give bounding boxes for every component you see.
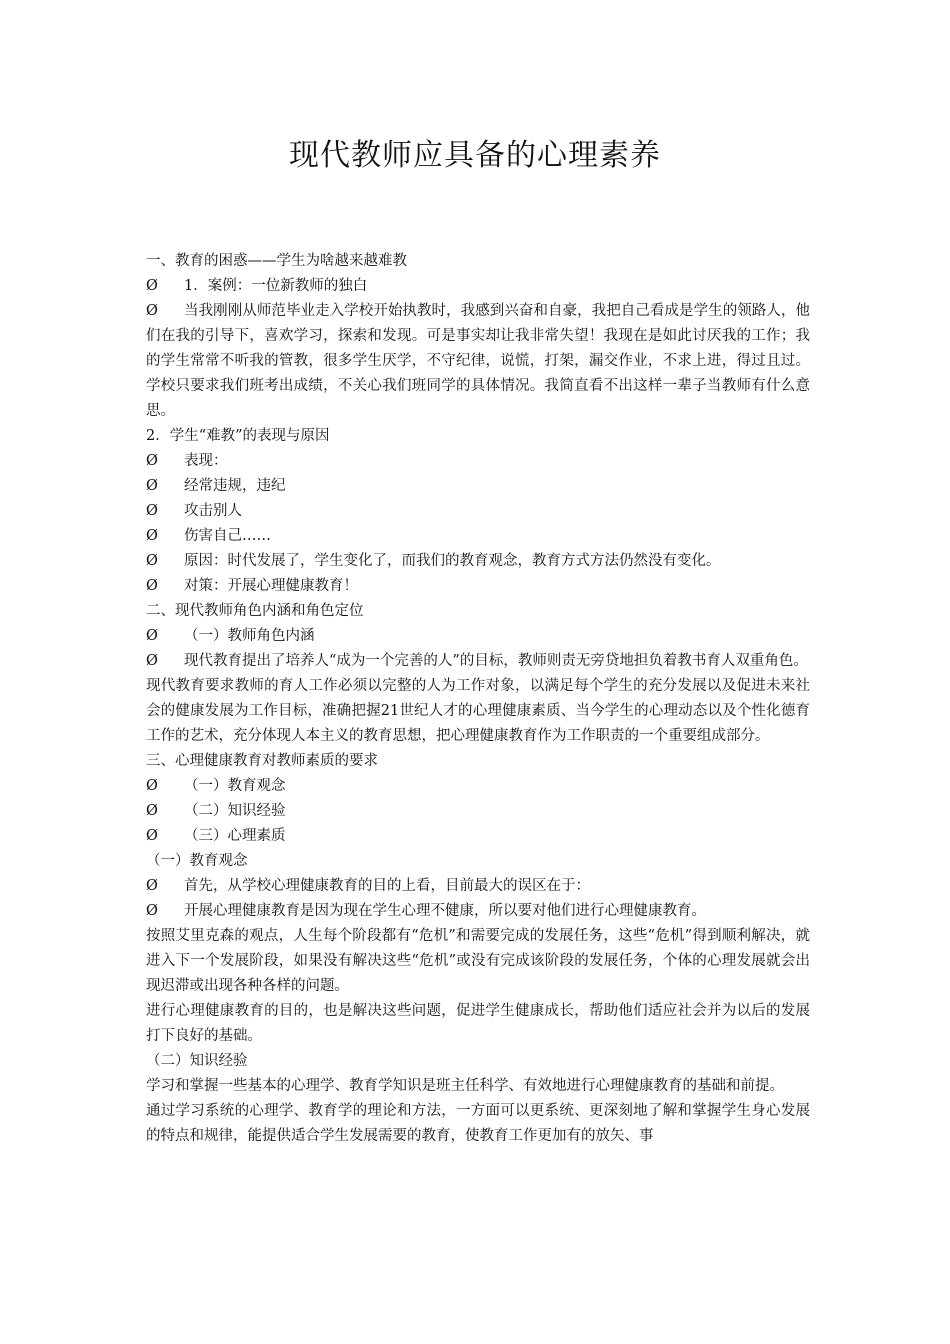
- bullet-marker: Ø: [146, 803, 158, 819]
- bullet-marker: Ø: [146, 778, 158, 794]
- bullet-item: Ø 攻击别人: [146, 499, 810, 524]
- document-body: [146, 249, 810, 1149]
- document-title: 现代教师应具备的心理素养: [289, 138, 661, 173]
- bullet-marker: Ø: [146, 478, 158, 494]
- bullet-paragraph: Ø 当我刚刚从师范毕业走入学校开始执教时，我感到兴奋和自豪，我把自己看成是学生的领路人，他们在我的引导下，喜欢学习，探索和发现。可是事实却让我非常失望！我现在是如此讨厌我的工作；我的学生常常不听我的管教，很多学生厌学，不守纪律，说慌，打架，漏交作业，不求上进，得过且过。学校只要求我们班考出成绩，不关心我们班同学的具体情况。我简直看不出这样一辈子当教师有什么意思。: [146, 299, 810, 424]
- bullet-item: Ø （三）心理素质: [146, 824, 810, 849]
- bullet-item: Ø 首先，从学校心理健康教育的目的上看，目前最大的误区在于：: [146, 874, 810, 899]
- section-heading: 三、心理健康教育对教师素质的要求: [146, 753, 378, 769]
- subsection-heading: （一）教育观念: [146, 853, 248, 869]
- bullet-marker: Ø: [146, 453, 158, 469]
- section-heading: 一、教育的困惑——学生为啥越来越难教: [146, 253, 407, 269]
- body-paragraph: 学习和掌握一些基本的心理学、教育学知识是班主任科学、有效地进行心理健康教育的基础和前提。: [146, 1078, 784, 1094]
- bullet-paragraph: Ø 现代教育提出了培养人“成为一个完善的人”的目标，教师则责无旁贷地担负着教书育人双重角色。: [146, 649, 810, 674]
- bullet-marker: Ø: [146, 878, 158, 894]
- bullet-item: Ø （一）教育观念: [146, 774, 810, 799]
- subsection-heading: （二）知识经验: [146, 1053, 248, 1069]
- bullet-item: Ø 原因：时代发展了，学生变化了，而我们的教育观念，教育方式方法仍然没有变化。: [146, 549, 810, 574]
- bullet-item: Ø 经常违规，违纪: [146, 474, 810, 499]
- bullet-marker: Ø: [146, 903, 158, 919]
- bullet-item: Ø （二）知识经验: [146, 799, 810, 824]
- bullet-item: Ø 1．案例：一位新教师的独白: [146, 274, 810, 299]
- bullet-marker: Ø: [146, 528, 158, 544]
- bullet-marker: Ø: [146, 628, 158, 644]
- bullet-marker: Ø: [146, 578, 158, 594]
- bullet-marker: Ø: [146, 303, 158, 319]
- bullet-marker: Ø: [146, 653, 158, 669]
- body-paragraph: 进行心理健康教育的目的，也是解决这些问题，促进学生健康成长，帮助他们适应社会并为以后的发展打下良好的基础。: [146, 1003, 810, 1044]
- bullet-item: Ø 开展心理健康教育是因为现在学生心理不健康，所以要对他们进行心理健康教育。: [146, 899, 810, 924]
- bullet-marker: Ø: [146, 553, 158, 569]
- bullet-item: Ø （一）教师角色内涵: [146, 624, 810, 649]
- section-heading: 二、现代教师角色内涵和角色定位: [146, 603, 364, 619]
- bullet-item: Ø 表现：: [146, 449, 810, 474]
- subsection-heading: 2．学生“难教”的表现与原因: [146, 428, 330, 444]
- body-paragraph: 通过学习系统的心理学、教育学的理论和方法，一方面可以更系统、更深刻地了解和掌握学生身心发展的特点和规律，能提供适合学生发展需要的教育，使教育工作更加有的放矢、事: [146, 1103, 810, 1144]
- body-paragraph: 现代教育要求教师的育人工作必须以完整的人为工作对象，以满足每个学生的充分发展以及促进未来社会的健康发展为工作目标，准确把握21世纪人才的心理健康素质、当今学生的心理动态以及个性化德育工作的艺术，充分体现人本主义的教育思想，把心理健康教育作为工作职责的一个重要组成部分。: [146, 678, 810, 744]
- bullet-marker: Ø: [146, 278, 158, 294]
- bullet-marker: Ø: [146, 503, 158, 519]
- body-paragraph: 按照艾里克森的观点，人生每个阶段都有“危机”和需要完成的发展任务，这些“危机”得到顺利解决，就进入下一个发展阶段，如果没有解决这些“危机”或没有完成该阶段的发展任务，个体的心理发展就会出现迟滞或出现各种各样的问题。: [146, 928, 810, 994]
- bullet-item: Ø 伤害自己……: [146, 524, 810, 549]
- bullet-item: Ø 对策：开展心理健康教育！: [146, 574, 810, 599]
- bullet-marker: Ø: [146, 828, 158, 844]
